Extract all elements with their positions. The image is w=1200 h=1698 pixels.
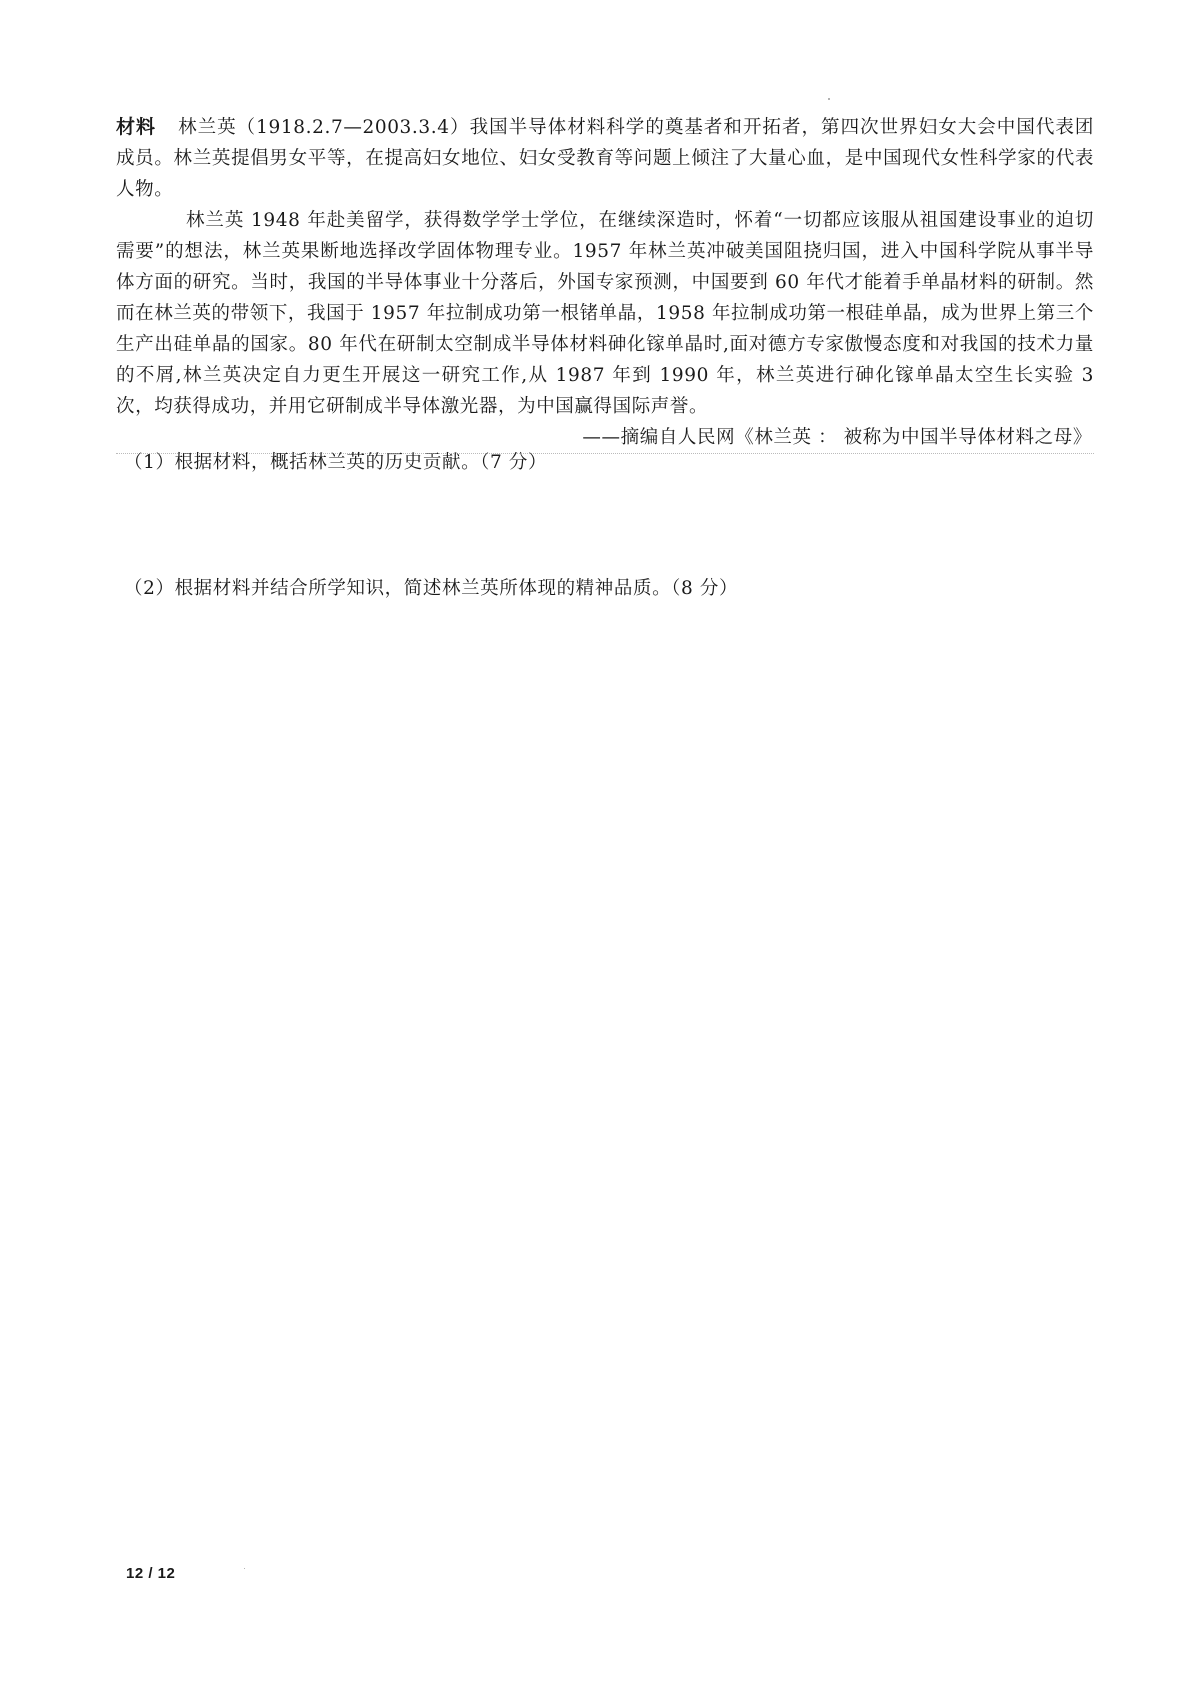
- question-2: （2）根据材料并结合所学知识，简述林兰英所体现的精神品质。（8 分）: [124, 578, 739, 599]
- scan-speck: [828, 98, 830, 100]
- material-intro-paragraph: [116, 112, 1094, 205]
- material-body-paragraph: 林兰英 1948 年赴美留学，获得数学学士学位，在继续深造时，怀着“一切都应该服从祖国建设事业的迫切需要”的想法，林兰英果断地选择改学固体物理专业。1957 年林兰英冲破美国阻挠归国，进入中国科学院从事半导体方面的研究。当时，我国的半导体事业十分落后，外国专家预测，中国要到 60 年代才能着手单晶材料的研制。然而在林兰英的带领下，我国于 1957 年拉制成功第一根锗单晶，1958 年拉制成功第一根硅单晶，成为世界上第三个生产出硅单晶的国家。80 年代在研制太空制成半导体材料砷化镓单晶时,面对德方专家傲慢态度和对我国的技术力量的不屑,林兰英决定自力更生开展这一研究工作,从 1987 年到 1990 年，林兰英进行砷化镓单晶太空生长实验 3 次，均获得成功，并用它研制成半导体激光器，为中国赢得国际声誉。: [116, 210, 1094, 417]
- material-section: [116, 112, 1094, 454]
- material-intro-text: 林兰英（1918.2.7—2003.3.4）我国半导体材料科学的奠基者和开拓者，第四次世界妇女大会中国代表团成员。林兰英提倡男女平等，在提高妇女地位、妇女受教育等问题上倾注了大量心血，是中国现代女性科学家的代表人物。: [116, 117, 1095, 200]
- scan-speck: [244, 1568, 245, 1569]
- page-number: 12 / 12: [126, 1565, 176, 1582]
- material-source: ——摘编自人民网《林兰英 ： 被称为中国半导体材料之母》: [116, 422, 1094, 454]
- question-1: （1）根据材料，概括林兰英的历史贡献。（7 分）: [124, 452, 548, 473]
- material-label: 材料: [116, 116, 157, 138]
